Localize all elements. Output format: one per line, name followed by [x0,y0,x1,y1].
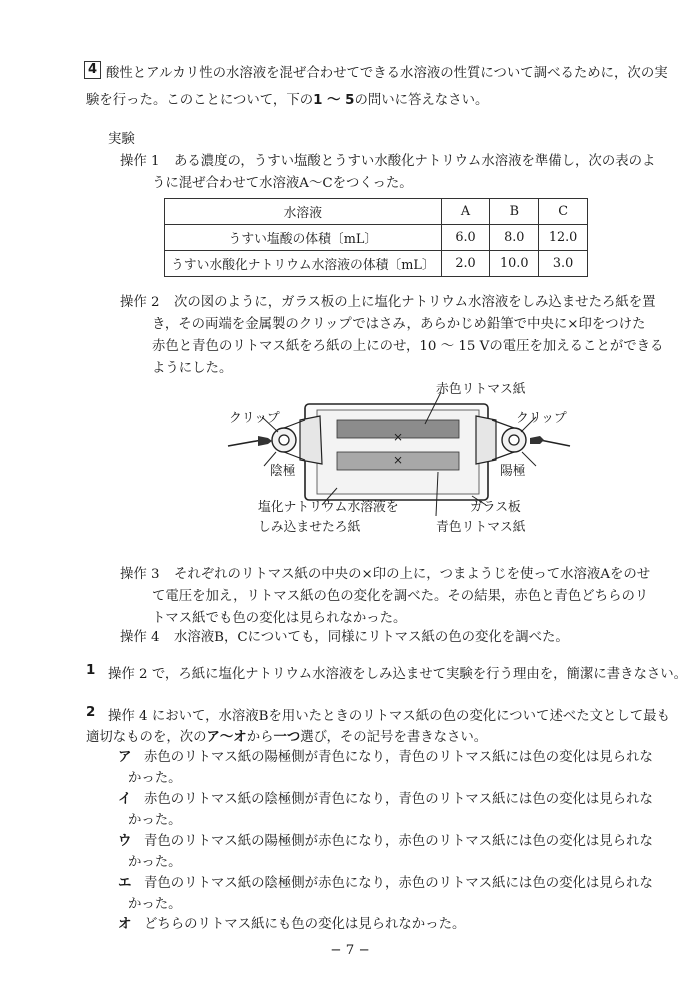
op3-label: 操作 3 [120,567,160,582]
table-header-cell: C [539,199,588,225]
label-nacl-line-1: 塩化ナトリウム水溶液を [258,500,399,515]
table-header-cell: A [441,199,490,225]
left-lead-clip [258,436,272,446]
q1-text: 操作 2 で，ろ紙に塩化ナトリウム水溶液をしみ込ませて実験を行う理由を，簡潔に書きなさい。 [108,667,688,682]
q1-number: 1 [86,663,96,678]
q2-line-1: 操作 4 において，水溶液Bを用いたときのリトマス紙の色の変化について述べた文として最も [108,709,670,724]
intro-line-2: 験を行った。このことについて，下の1 〜 5の問いに答えなさい。 [86,93,489,108]
mark-blue: × [392,453,404,467]
option-text-cont: かった。 [128,855,182,870]
option-text-cont: かった。 [128,771,182,786]
option-letter: イ [118,792,132,807]
right-clip-body [476,416,496,464]
question-range: 1 〜 5 [313,93,355,108]
option-text-cont: かった。 [128,897,182,912]
op3-line-3: トマス紙でも色の変化は見られなかった。 [152,611,407,626]
page-number: − 7 − [330,943,370,958]
table-cell: 6.0 [441,225,490,251]
option-text: 赤色のリトマス紙の陽極側が青色になり，青色のリトマス紙には色の変化は見られな [144,750,653,765]
right-lead-clip [530,436,544,444]
q2-line-2: 適切なものを，次のア〜オから一つ選び，その記号を書きなさい。 [86,730,488,745]
experiment-title: 実験 [108,132,135,147]
option-letter: オ [118,917,132,932]
label-red-litmus: 赤色リトマス紙 [436,382,526,397]
option-letter: ア [118,750,132,765]
label-blue-litmus: 青色リトマス紙 [436,520,526,535]
op4-label: 操作 4 [120,630,160,645]
option-letter: エ [118,876,132,891]
op2-line-3: 赤色と青色のリトマス紙をろ紙の上にのせ，10 〜 15 Vの電圧を加えることができる [152,339,664,354]
mark-red: × [392,430,404,444]
label-cathode: 陰極 [270,464,296,479]
table-cell: 12.0 [539,225,588,251]
question-number-box: 4 [84,61,101,79]
label-nacl-line-2: しみ込ませたろ紙 [258,520,361,535]
op2-line-2: き，その両端を金属製のクリップではさみ，あらかじめ鉛筆で中央に×印をつけた [152,317,646,332]
table-header-cell: B [490,199,539,225]
table-cell: うすい水酸化ナトリウム水溶液の体積〔mL〕 [165,251,442,277]
option-text: どちらのリトマス紙にも色の変化は見られなかった。 [144,917,466,932]
op4-line-1: 水溶液B，Cについても，同様にリトマス紙の色の変化を調べた。 [174,630,569,645]
op3-line-2: て電圧を加え，リトマス紙の色の変化を調べた。その結果，赤色と青色どちらのリ [152,589,649,604]
q2-number: 2 [86,705,96,720]
option-text: 赤色のリトマス紙の陰極側が青色になり，青色のリトマス紙には色の変化は見られな [144,792,653,807]
option-text: 青色のリトマス紙の陰極側が赤色になり，赤色のリトマス紙には色の変化は見られな [144,876,653,891]
table-cell: 8.0 [490,225,539,251]
op1-line-1: ある濃度の，うすい塩酸とうすい水酸化ナトリウム水溶液を準備し，次の表のよ [174,154,656,169]
table-cell: うすい塩酸の体積〔mL〕 [165,225,442,251]
left-clip-hole [279,435,289,445]
table-cell: 3.0 [539,251,588,277]
option-text: 青色のリトマス紙の陽極側が赤色になり，赤色のリトマス紙には色の変化は見られな [144,834,653,849]
label-clip-right: クリップ [516,411,567,426]
option-text-cont: かった。 [128,813,182,828]
left-wire [228,440,262,446]
left-clip-body [300,416,322,464]
op3-line-1: それぞれのリトマス紙の中央の×印の上に，つまようじを使って水溶液Aをのせ [174,567,651,582]
right-clip-hole [509,435,519,445]
label-clip-left: クリップ [229,411,280,426]
label-glass-plate: ガラス板 [470,500,521,515]
option-letter: ウ [118,834,132,849]
table-header-cell: 水溶液 [165,199,442,225]
op2-line-1: 次の図のように，ガラス板の上に塩化ナトリウム水溶液をしみ込ませたろ紙を置 [174,295,656,310]
op1-label: 操作 1 [120,154,160,169]
table-cell: 2.0 [441,251,490,277]
op2-label: 操作 2 [120,295,160,310]
intro-line-1: 酸性とアルカリ性の水溶液を混ぜ合わせてできる水溶液の性質について調べるために，次の実 [106,66,668,81]
label-anode: 陽極 [500,464,526,479]
table-cell: 10.0 [490,251,539,277]
op1-line-2: うに混ぜ合わせて水溶液A〜Cをつくった。 [152,176,413,191]
op2-line-4: ようにした。 [152,361,233,376]
right-wire [540,440,570,446]
